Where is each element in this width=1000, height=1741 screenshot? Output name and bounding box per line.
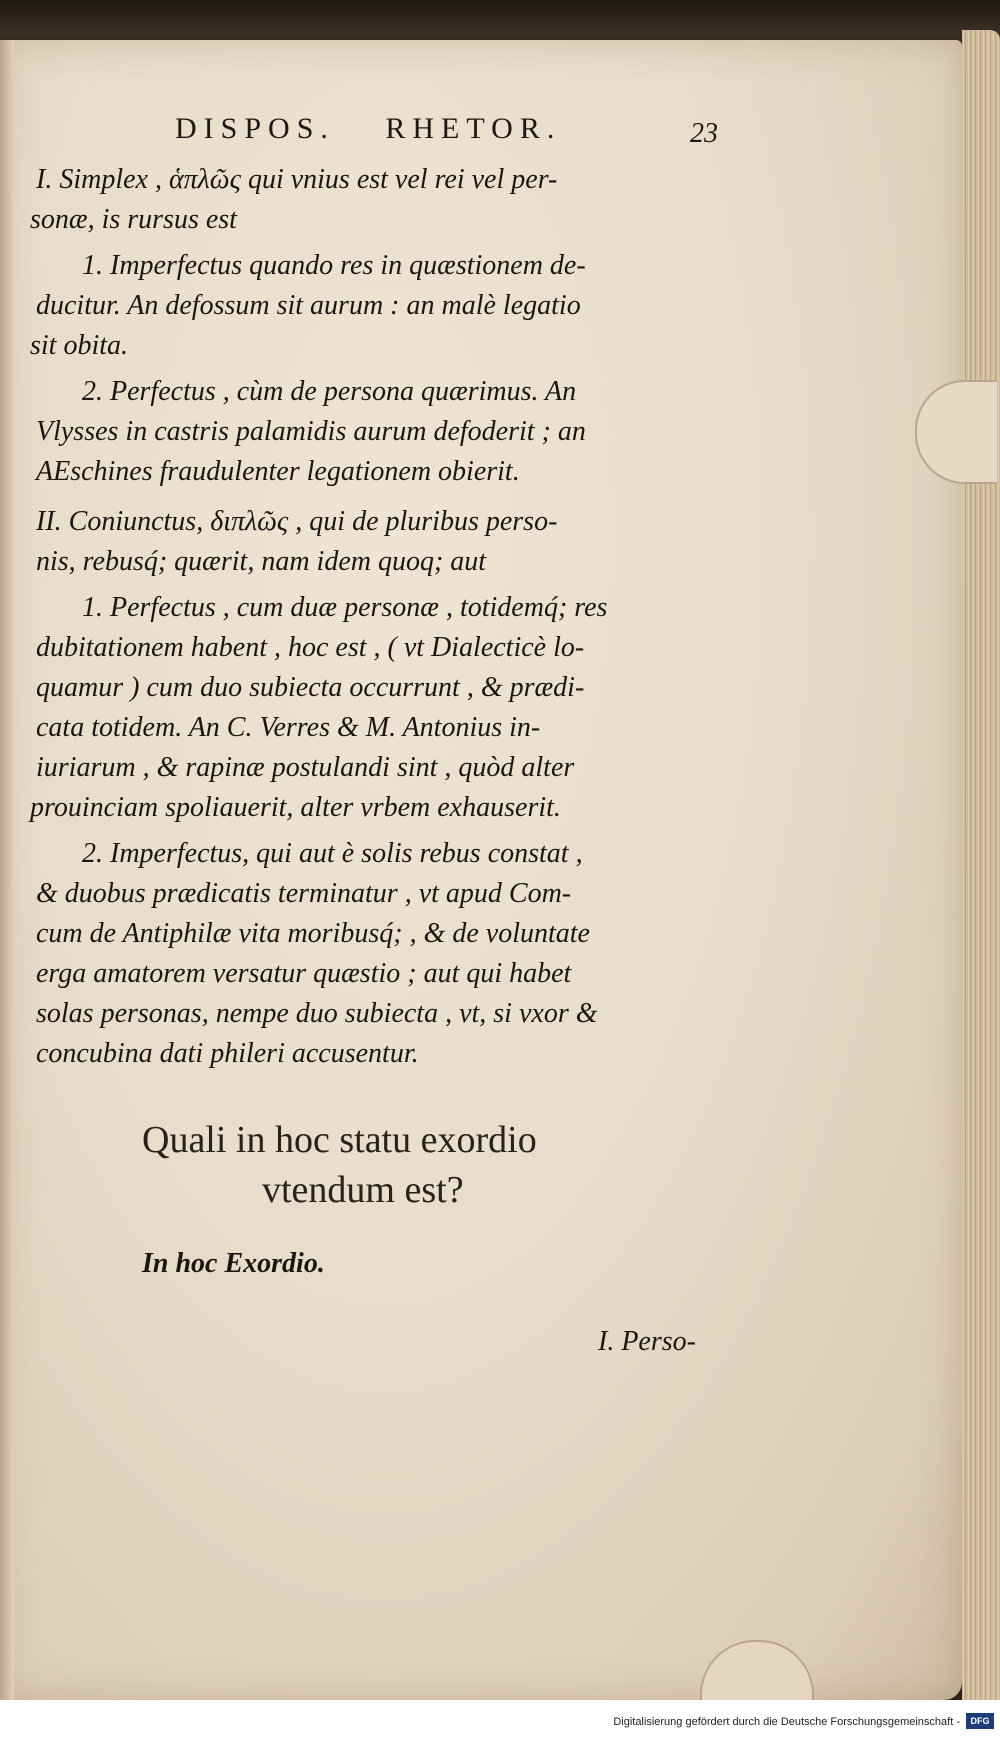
section-question-line-1: Quali in hoc statu exordio: [142, 1119, 537, 1161]
running-head: [175, 112, 695, 146]
text-line: concubina dati phileri accusentur.: [36, 1038, 419, 1069]
page-fore-edge: [962, 30, 1000, 1710]
text-line: erga amatorem versatur quæstio ; aut qui habet: [36, 958, 572, 989]
digitization-credit: Digitalisierung gefördert durch die Deutsche Forschungsgemeinschaft -: [613, 1716, 960, 1728]
text-line: quamur ) cum duo subiecta occurrunt , & prædi-: [36, 672, 585, 703]
section-question-line-2: vtendum est?: [262, 1169, 464, 1211]
text-line: & duobus prædicatis terminatur , vt apud Com-: [36, 878, 572, 909]
text-line: sit obita.: [30, 330, 129, 361]
text-line: ducitur. An defossum sit aurum : an malè legatio: [36, 290, 581, 321]
text-line: iuriarum , & rapinæ postulandi sint , quòd alter: [36, 752, 575, 783]
text-line: 2. Perfectus , cùm de persona quærimus. An: [82, 376, 577, 407]
text-line: 1. Imperfectus quando res in quæstionem de-: [82, 250, 586, 281]
subheading: In hoc Exordio.: [142, 1248, 325, 1279]
page-number: 23: [690, 118, 718, 149]
catchword: I. Perso-: [598, 1326, 696, 1357]
running-head-left: DISPOS.: [175, 112, 335, 145]
dfg-logo: DFG: [966, 1713, 994, 1729]
text-line: dubitationem habent , hoc est , ( vt Dialecticè lo-: [36, 632, 585, 663]
text-line: I. Simplex , ἁπλῶς qui vnius est vel rei vel per-: [36, 164, 558, 195]
running-head-right: RHETOR.: [385, 112, 562, 145]
text-line: Vlysses in castris palamidis aurum defoderit ; an: [36, 416, 586, 447]
text-line: II. Coniunctus, διπλῶς , qui de pluribus perso-: [36, 506, 558, 537]
text-line: cata totidem. An C. Verres & M. Antonius in-: [36, 712, 541, 743]
page-gutter: [0, 40, 14, 1700]
text-line: cum de Antiphilæ vita moribusq́; , & de voluntate: [36, 918, 590, 949]
text-line: sonæ, is rursus est: [30, 204, 237, 235]
text-line: solas personas, nempe duo subiecta , vt, si vxor &: [36, 998, 598, 1029]
text-line: 1. Perfectus , cum duæ personæ , totidemq́; res: [82, 592, 608, 623]
text-line: nis, rebusq́; quærit, nam idem quoq; aut: [36, 546, 487, 577]
text-line: prouinciam spoliauerit, alter vrbem exhauserit.: [30, 792, 561, 823]
text-line: 2. Imperfectus, qui aut è solis rebus constat ,: [82, 838, 583, 869]
text-line: AEschines fraudulenter legationem obierit.: [36, 456, 520, 487]
